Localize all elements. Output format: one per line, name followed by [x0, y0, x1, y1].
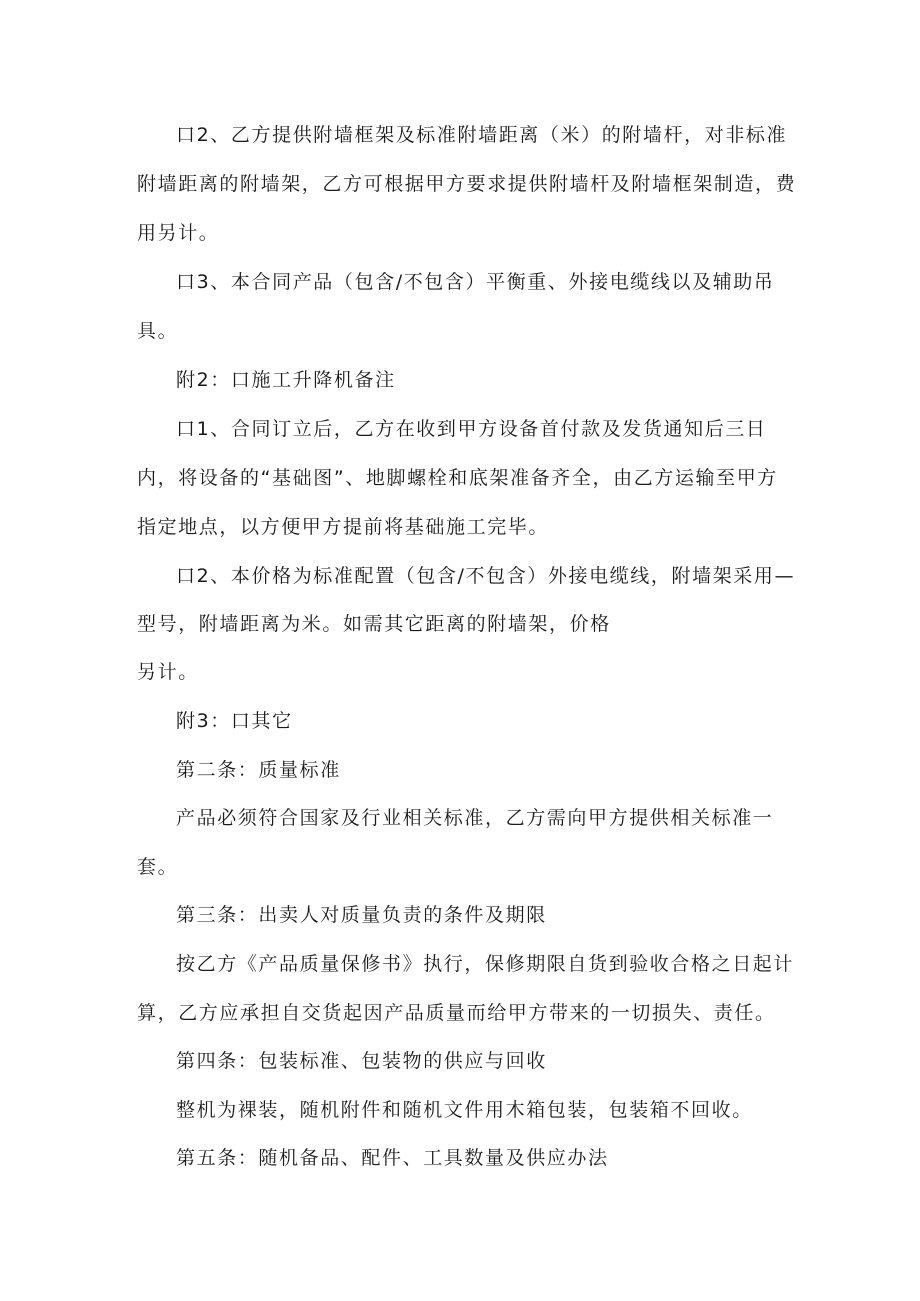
paragraph-line: 套。 — [137, 856, 179, 878]
section-heading: 附2：口施工升降机备注 — [176, 369, 396, 391]
paragraph-line: 算，乙方应承担自交货起因产品质量而给甲方带来的一切损失、责任。 — [137, 1002, 776, 1024]
paragraph-line: 附墙距离的附墙架，乙方可根据甲方要求提供附墙杆及附墙框架制造，费 — [137, 173, 797, 195]
paragraph-line: 用另计。 — [137, 222, 220, 244]
paragraph-line: 口2、乙方提供附墙框架及标准附墙距离（米）的附墙杆，对非标准 — [176, 124, 788, 146]
article-heading: 第五条：随机备品、配件、工具数量及供应办法 — [176, 1147, 609, 1169]
article-heading: 第四条：包装标准、包装物的供应与回收 — [176, 1050, 547, 1072]
section-heading: 附3：口其它 — [176, 710, 293, 732]
paragraph-line: 另计。 — [137, 661, 199, 683]
paragraph-line: 指定地点，以方便甲方提前将基础施工完毕。 — [137, 516, 550, 538]
paragraph-line: 具。 — [137, 320, 179, 342]
article-heading: 第三条：出卖人对质量负责的条件及期限 — [176, 904, 547, 926]
paragraph-line: 口3、本合同产品（包含/不包含）平衡重、外接电缆线以及辅助吊 — [176, 271, 775, 293]
paragraph-line: 产品必须符合国家及行业相关标准，乙方需向甲方提供相关标准一 — [176, 807, 774, 829]
paragraph-line: 整机为裸装，随机附件和随机文件用木箱包装，包装箱不回收。 — [176, 1099, 753, 1121]
paragraph-line: 型号，附墙距离为米。如需其它距离的附墙架，价格 — [137, 613, 611, 635]
article-heading: 第二条：质量标准 — [176, 759, 341, 781]
paragraph-line: 口1、合同订立后，乙方在收到甲方设备首付款及发货通知后三日 — [176, 418, 767, 440]
paragraph-line: 口2、本价格为标准配置（包含/不包含）外接电缆线，附墙架采用— — [176, 565, 796, 587]
paragraph-line: 内，将设备的“基础图”、地脚螺栓和底架准备齐全，由乙方运输至甲方 — [137, 467, 778, 489]
paragraph-line: 按乙方《产品质量保修书》执行，保修期限自货到验收合格之日起计 — [176, 953, 795, 975]
